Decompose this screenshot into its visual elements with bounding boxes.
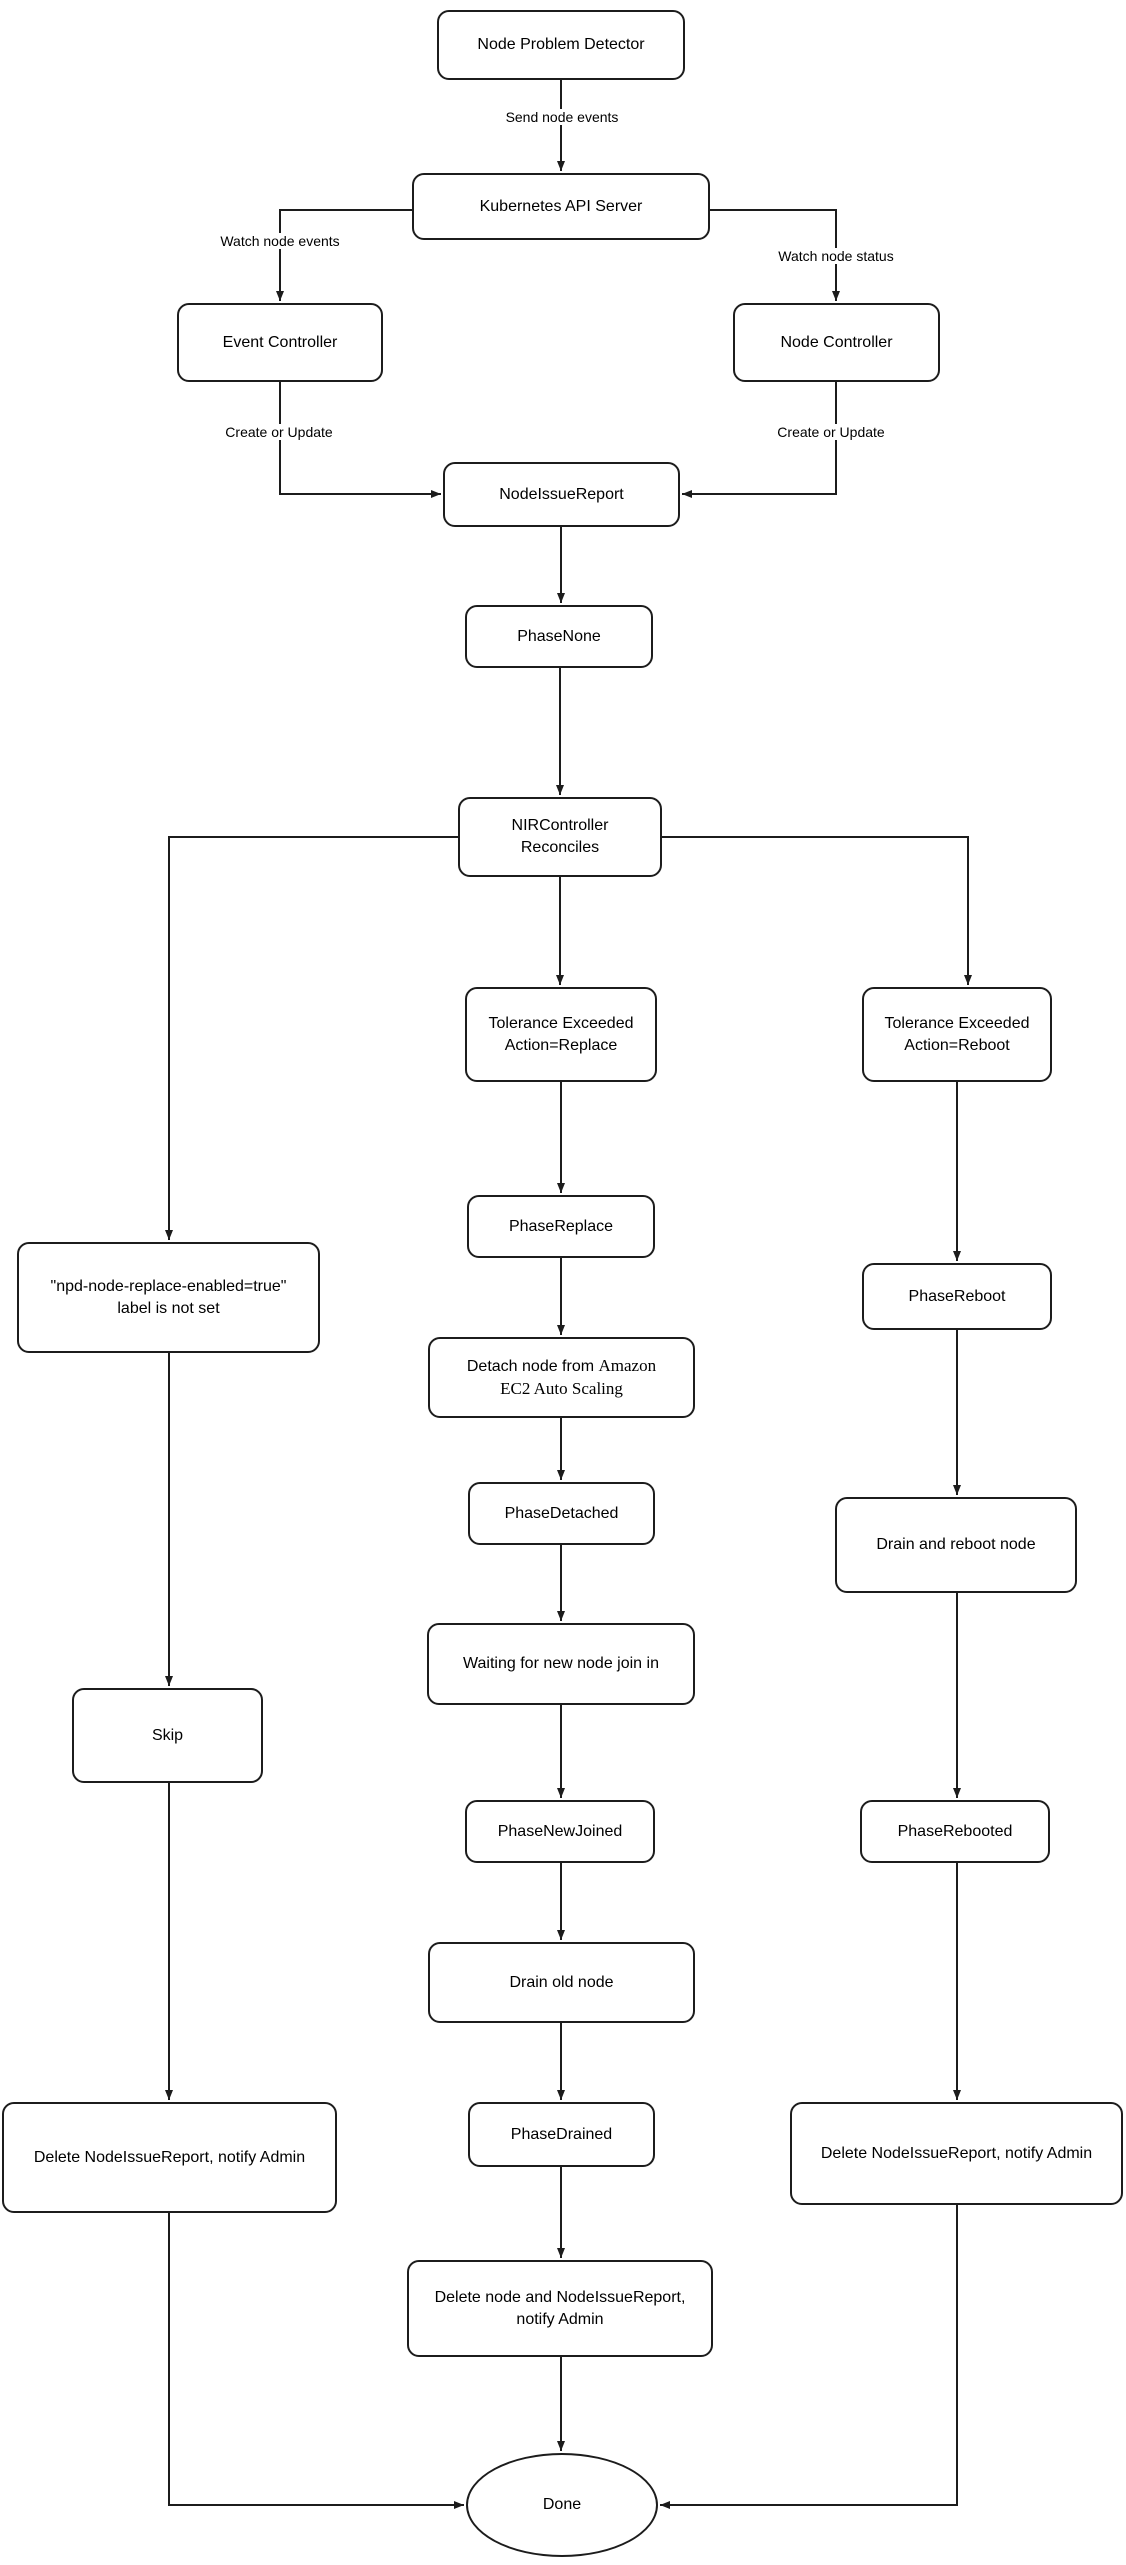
edge-apiserver-to-eventcontroller bbox=[280, 210, 412, 301]
node-label-line: Delete node and NodeIssueReport, bbox=[434, 2288, 686, 2306]
edge-nircontroller-to-npdlabel bbox=[169, 837, 458, 1240]
node-phase-replace: PhaseReplace bbox=[467, 1195, 655, 1258]
node-detach-node-ec2 bbox=[428, 1337, 695, 1418]
node-label-line: notify Admin bbox=[516, 2310, 604, 2328]
node-skip: Skip bbox=[72, 1688, 263, 1783]
node-label-line: Reconciles bbox=[520, 839, 600, 856]
node-phase-drained: PhaseDrained bbox=[468, 2102, 655, 2167]
node-phase-reboot: PhaseReboot bbox=[862, 1263, 1052, 1330]
node-label-line: Action=Replace bbox=[504, 1036, 618, 1054]
node-drain-and-reboot-node: Drain and reboot node bbox=[835, 1497, 1077, 1593]
node-label-line: "npd-node-replace-enabled=true" bbox=[50, 1277, 287, 1295]
node-phase-detached: PhaseDetached bbox=[468, 1482, 655, 1545]
node-label-line: EC2 Auto Scaling bbox=[500, 1378, 623, 1398]
node-label-part: Detach node from bbox=[466, 1357, 595, 1375]
edge-deleteleft-to-done bbox=[169, 2213, 464, 2505]
node-tolerance-exceeded-reboot bbox=[862, 987, 1052, 1082]
node-drain-old-node: Drain old node bbox=[428, 1942, 695, 2023]
node-label-line: Tolerance Exceeded bbox=[488, 1014, 634, 1032]
edge-label-create-or-update-right: Create or Update bbox=[772, 424, 889, 440]
node-done-terminal: Done bbox=[466, 2453, 658, 2557]
node-label-part: Amazon bbox=[598, 1355, 657, 1375]
node-phase-none: PhaseNone bbox=[465, 605, 653, 668]
node-label-line: label is not set bbox=[117, 1299, 220, 1317]
node-delete-node-and-nir bbox=[407, 2260, 713, 2357]
node-phase-new-joined: PhaseNewJoined bbox=[465, 1800, 655, 1863]
node-label-line: Tolerance Exceeded bbox=[884, 1014, 1030, 1032]
node-node-issue-report: NodeIssueReport bbox=[443, 462, 680, 527]
edge-label-watch-node-status: Watch node status bbox=[773, 248, 898, 264]
edge-nircontroller-to-reboot bbox=[662, 837, 968, 985]
node-node-problem-detector: Node Problem Detector bbox=[437, 10, 685, 80]
node-npd-label-not-set bbox=[17, 1242, 320, 1353]
node-nir-controller-reconciles bbox=[458, 797, 662, 877]
node-kubernetes-api-server: Kubernetes API Server bbox=[412, 173, 710, 240]
node-delete-nir-left: Delete NodeIssueReport, notify Admin bbox=[2, 2102, 337, 2213]
edge-label-create-or-update-left: Create or Update bbox=[220, 424, 337, 440]
node-tolerance-exceeded-replace bbox=[465, 987, 657, 1082]
node-delete-nir-right: Delete NodeIssueReport, notify Admin bbox=[790, 2102, 1123, 2205]
node-node-controller: Node Controller bbox=[733, 303, 940, 382]
edge-label-watch-node-events: Watch node events bbox=[215, 233, 344, 249]
node-phase-rebooted: PhaseRebooted bbox=[860, 1800, 1050, 1863]
edge-label-send-node-events: Send node events bbox=[501, 109, 624, 125]
node-event-controller: Event Controller bbox=[177, 303, 383, 382]
node-label-line: NIRController bbox=[511, 817, 609, 835]
node-label-line: Action=Reboot bbox=[904, 1036, 1010, 1054]
node-waiting-new-node: Waiting for new node join in bbox=[427, 1623, 695, 1705]
node-label-line bbox=[467, 1355, 656, 1378]
